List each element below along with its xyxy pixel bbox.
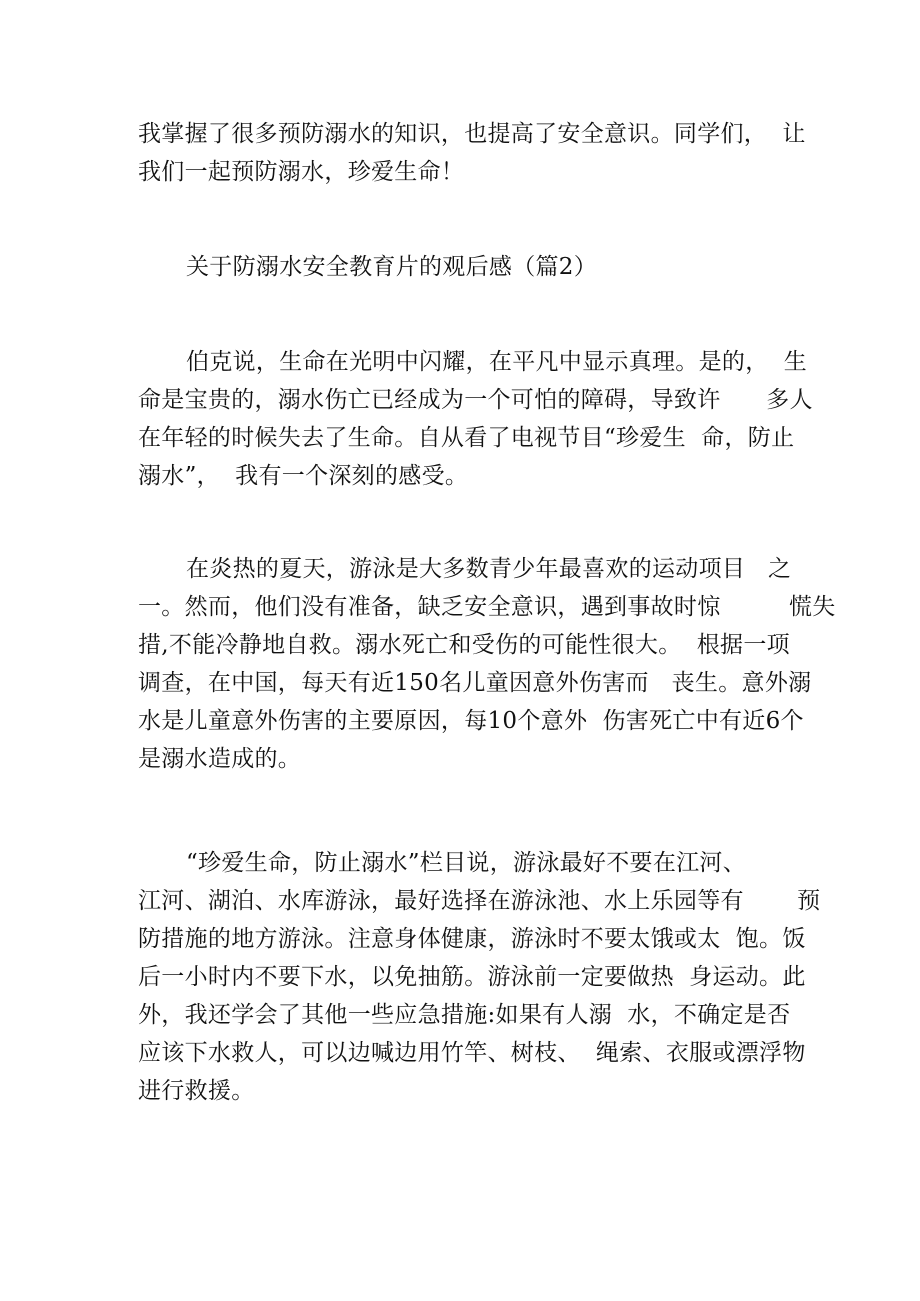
paragraph-3 xyxy=(138,550,836,778)
paragraph-2 xyxy=(138,343,813,495)
paragraph-line: 命是宝贵的，溺水伤亡已经成为一个可怕的障碍，导致许 多人 xyxy=(138,387,813,413)
paragraph-line: 江河、湖泊、水库游泳，最好选择在游泳池、水上乐园等有 预 xyxy=(138,888,821,914)
paragraph-line: 应该下水救人，可以边喊边用竹竿、树枝、 绳索、衣服或漂浮物 xyxy=(138,1040,806,1066)
paragraph-line: 是溺水造成的。 xyxy=(138,746,302,772)
paragraph-line: 调查，在中国，每天有近150名儿童因意外伤害而 丧生。意外溺 xyxy=(138,670,812,696)
section-heading xyxy=(138,248,798,286)
paragraph-line: 溺水”， 我有一个深刻的感受。 xyxy=(138,463,469,489)
paragraph-line: 在年轻的时候失去了生命。自从看了电视节目“珍爱生 命，防止 xyxy=(138,425,795,451)
heading-text: 关于防溺水安全教育片的观后感（篇2） xyxy=(186,254,598,280)
paragraph-line: 防措施的地方游泳。注意身体健康，游泳时不要太饿或太 饱。饭 xyxy=(138,926,806,952)
paragraph-line: 外，我还学会了其他一些应急措施:如果有人溺 水，不确定是否 xyxy=(138,1002,791,1028)
paragraph-line: 进行救援。 xyxy=(138,1078,255,1104)
paragraph-line: 水是儿童意外伤害的主要原因，每10个意外 伤害死亡中有近6个 xyxy=(138,708,804,734)
paragraph-line: 一。然而，他们没有准备，缺乏安全意识，遇到事故时惊 慌失 xyxy=(138,594,836,620)
paragraph-line: 在炎热的夏天，游泳是大多数青少年最喜欢的运动项目 之 xyxy=(186,556,792,582)
paragraph-4 xyxy=(138,844,821,1110)
paragraph-line: 我们一起预防溺水，珍爱生命！ xyxy=(138,159,465,185)
paragraph-line: 后一小时内不要下水，以免抽筋。游泳前一定要做热 身运动。此 xyxy=(138,964,806,990)
paragraph-line: 措,不能冷静地自救。溺水死亡和受伤的可能性很大。 根据一项 xyxy=(138,632,790,658)
paragraph-line: 我掌握了很多预防溺水的知识，也提高了安全意识。同学们， 让 xyxy=(138,121,806,147)
paragraph-line: “珍爱生命，防止溺水”栏目说，游泳最好不要在江河、 xyxy=(186,850,747,876)
paragraph-line: 伯克说，生命在光明中闪耀，在平凡中显示真理。是的， 生 xyxy=(186,349,808,375)
paragraph-1 xyxy=(138,115,806,191)
